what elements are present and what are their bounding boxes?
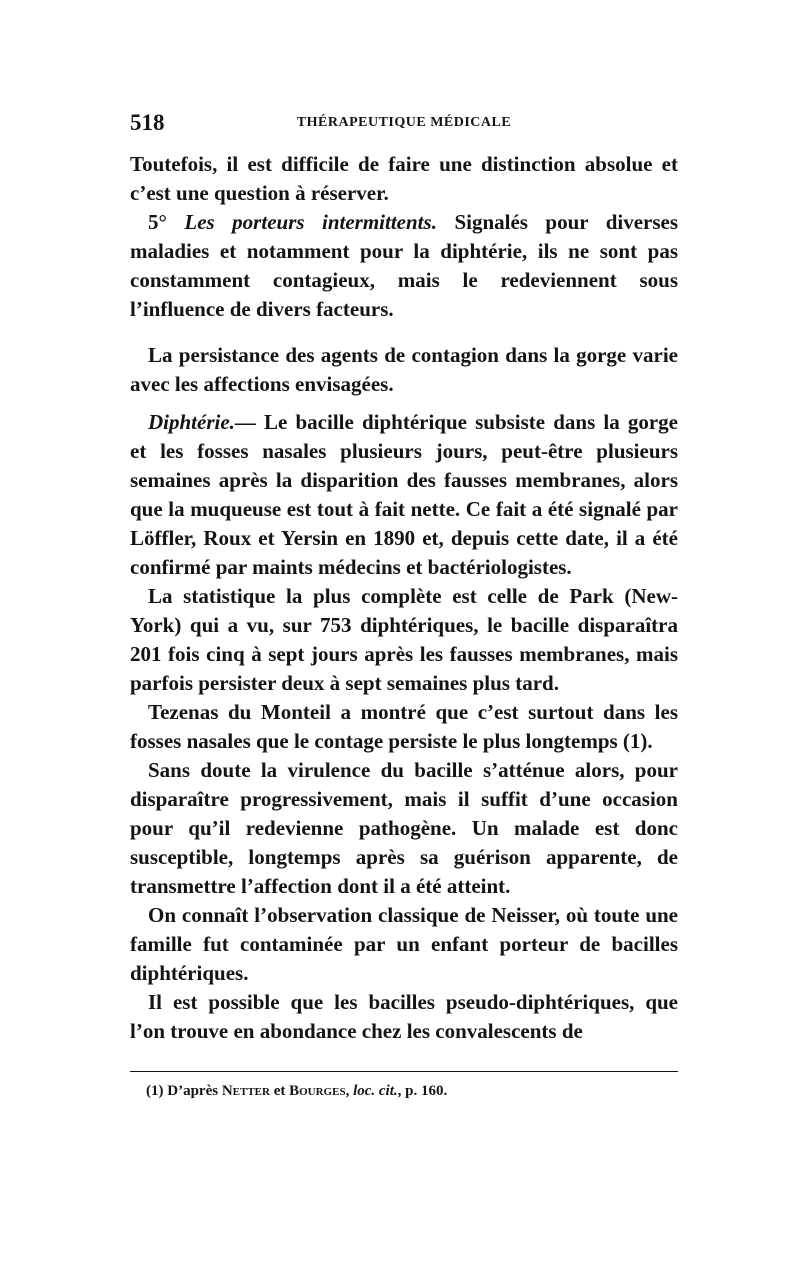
- paragraph-pseudo-diphteriques: Il est possible que les bacilles pseudo-diphtériques, que l’on trouve en abondance chez les convalescents de: [130, 990, 678, 1043]
- running-title: THÉRAPEUTIQUE MÉDICALE: [296, 115, 512, 130]
- footnote-divider: [130, 1071, 678, 1072]
- paragraph-continuation: Toutefois, il est difficile de faire une distinction absolue et c’est une question à réserver.: [130, 152, 678, 205]
- footnote-conjunction: et: [273, 1083, 286, 1099]
- footnote-text: D’après: [167, 1083, 219, 1099]
- paragraph-porteurs-intermittents: [130, 208, 678, 324]
- footnote: (1) D’après Netter et Bourges, loc. cit., p. 160.: [146, 1083, 448, 1099]
- paragraph-neisser: On connaît l’observation classique de Neisser, où toute une famille fut contaminée par un enfant porteur de bacilles diphtériques.: [130, 903, 678, 985]
- body-text: [130, 150, 678, 1046]
- paragraph-text: — Le bacille diphtérique subsiste dans la gorge et les fosses nasales plusieurs jours, peut-être plusieurs semaines après la disparition des fausses membranes, alors que la muqueuse est tout à fait nette. Ce fait a été signalé par Löffler, Roux et Yersin en 1890 et, depuis cette date, il a été confirmé par maints médecins et bactériologistes.: [130, 410, 678, 579]
- paragraph-diphterie: [130, 408, 678, 582]
- list-number: 5°: [148, 210, 167, 234]
- paragraph-statistique: La statistique la plus complète est celle de Park (New-York) qui a vu, sur 753 diphtériques, le bacille disparaîtra 201 fois cinq à sept jours après les fausses membranes, mais parfois persister deux à sept semaines plus tard.: [130, 584, 678, 695]
- footnote-page-ref: p. 160.: [405, 1083, 448, 1099]
- paragraph-virulence: Sans doute la virulence du bacille s’atténue alors, pour disparaître progressivement, mais il suffit d’une occasion pour qu’il redevienne pathogène. Un malade est donc susceptible, longtemps après sa guérison apparente, de transmettre l’affection dont il a été atteint.: [130, 758, 678, 898]
- subsection-title-italic: Diphtérie.: [148, 410, 235, 434]
- paragraph-text: Signalés pour diverses maladies et notamment pour la diphtérie, ils ne sont pas constamment contagieux, mais le redeviennent sous l’influence de divers facteurs.: [130, 210, 679, 321]
- footnote-author: Netter: [221, 1083, 270, 1099]
- footnote-citation: loc. cit.: [353, 1083, 398, 1099]
- section-title-italic: Les porteurs intermittents.: [184, 210, 437, 234]
- footnote-marker: (1): [146, 1083, 164, 1099]
- page-header: [130, 110, 678, 140]
- paragraph-persistance: La persistance des agents de contagion dans la gorge varie avec les affections envisagées.: [130, 343, 678, 396]
- page-number: 518: [130, 110, 165, 135]
- paragraph-tezenas: Tezenas du Monteil a montré que c’est surtout dans les fosses nasales que le contage persiste le plus longtemps (1).: [130, 700, 678, 753]
- footnote-author: Bourges: [289, 1083, 346, 1099]
